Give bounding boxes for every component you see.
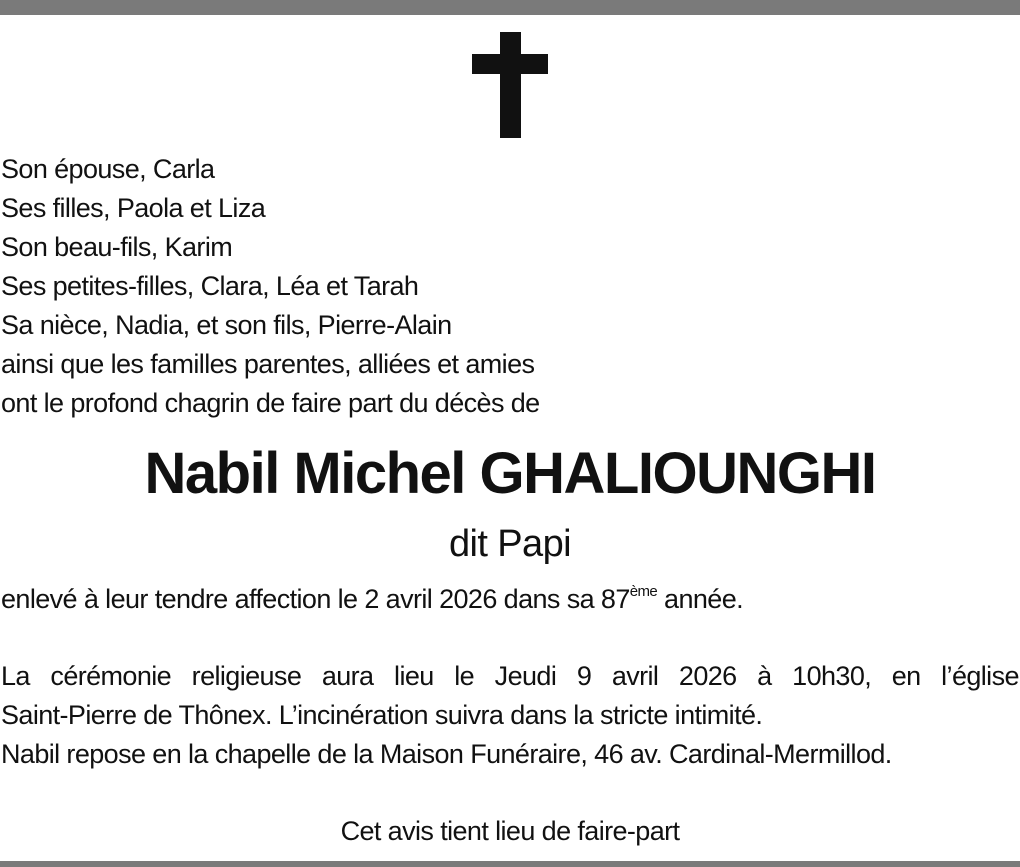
ceremony-word: le xyxy=(454,661,475,691)
family-line: ont le profond chagrin de faire part du décès de xyxy=(1,388,540,418)
footer-note: Cet avis tient lieu de faire-part xyxy=(340,816,680,846)
bottom-border-rule xyxy=(0,861,1020,867)
ceremony-word: à xyxy=(757,661,772,691)
ceremony-word: cérémonie xyxy=(50,661,172,691)
latin-cross-icon xyxy=(472,32,550,140)
ceremony-word: en xyxy=(891,661,921,691)
ceremony-word: La xyxy=(1,661,30,691)
ceremony-word: aura xyxy=(321,661,374,691)
top-border-rule xyxy=(0,0,1020,15)
ceremony-line-2: Saint-Pierre de Thônex. L’incinération suivra dans la stricte intimité. xyxy=(1,700,763,730)
ceremony-line-1 xyxy=(1,657,1019,696)
ceremony-details xyxy=(1,657,1019,774)
ordinal-superscript: ème xyxy=(629,583,658,600)
family-line: Son épouse, Carla xyxy=(1,154,215,184)
ceremony-word: 10h30, xyxy=(792,661,872,691)
ceremony-word: avril xyxy=(611,661,659,691)
deceased-name: Nabil Michel GHALIOUNGHI xyxy=(144,441,876,506)
ceremony-word: religieuse xyxy=(191,661,302,691)
family-line: Ses petites-filles, Clara, Léa et Tarah xyxy=(1,271,419,301)
cross-horizontal-bar xyxy=(472,54,548,74)
family-line: Son beau-fils, Karim xyxy=(1,232,233,262)
ceremony-word: 2026 xyxy=(678,661,737,691)
family-line: Sa nièce, Nadia, et son fils, Pierre-Alain xyxy=(1,310,452,340)
ceremony-word: lieu xyxy=(394,661,434,691)
deceased-nickname: dit Papi xyxy=(449,523,571,565)
passing-text-before: enlevé à leur tendre affection le 2 avril 2026 dans sa 87 xyxy=(1,584,630,614)
family-line: ainsi que les familles parentes, alliées et amies xyxy=(1,349,535,379)
ceremony-word: 9 xyxy=(576,661,592,691)
family-line: Ses filles, Paola et Liza xyxy=(1,193,266,223)
passing-text-after: année. xyxy=(657,584,744,614)
ceremony-line-3: Nabil repose en la chapelle de la Maison Funéraire, 46 av. Cardinal-Mermillod. xyxy=(1,739,892,769)
family-announcement xyxy=(1,150,761,423)
ceremony-word: Jeudi xyxy=(494,661,557,691)
ceremony-word: l’église xyxy=(941,661,1019,691)
passing-statement xyxy=(1,580,743,619)
cross-vertical-bar xyxy=(500,32,521,138)
